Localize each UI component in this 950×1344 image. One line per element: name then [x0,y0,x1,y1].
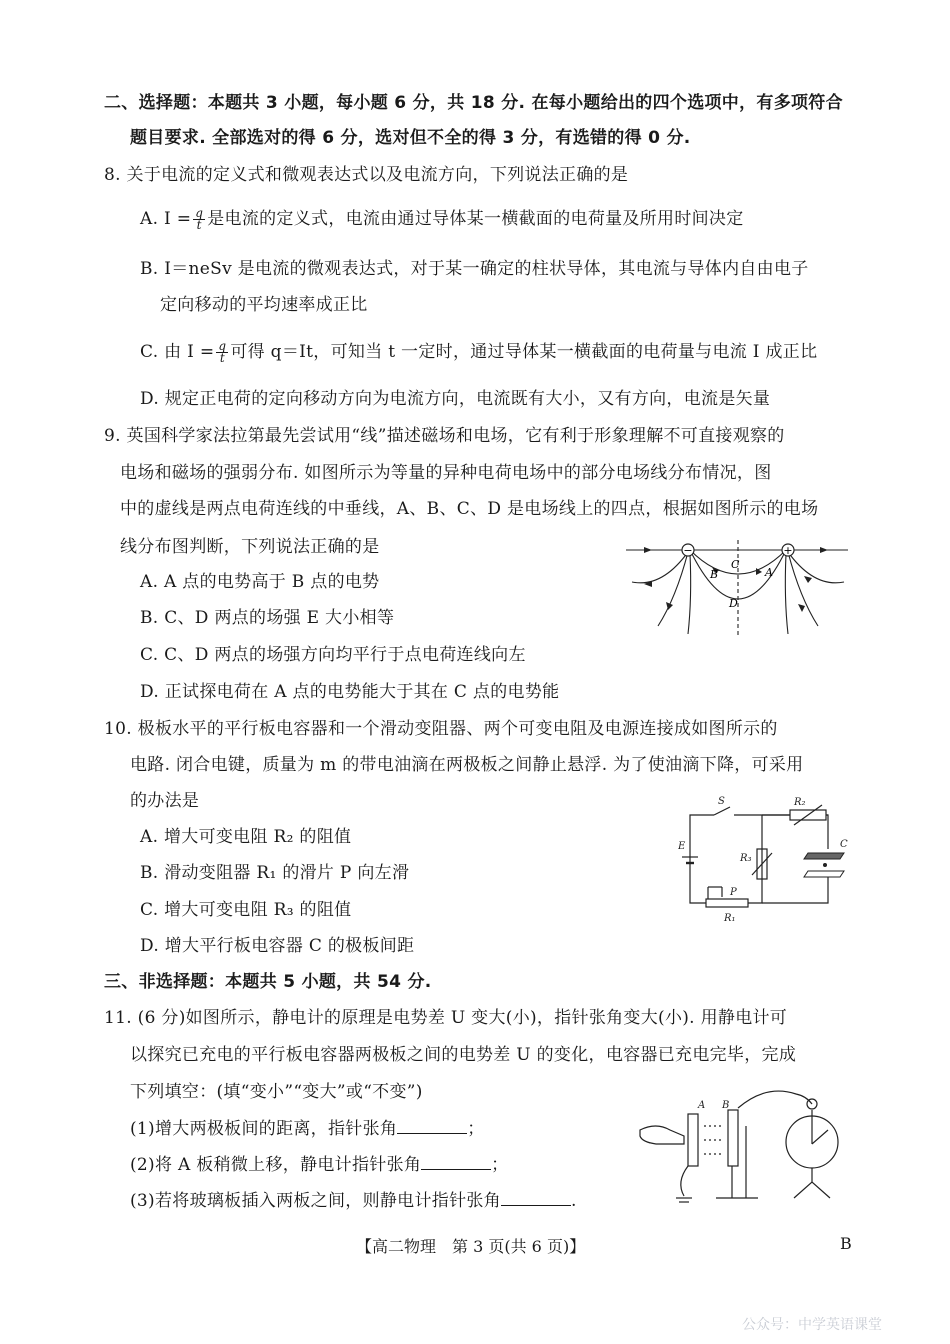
fraction-numerator: q [195,206,204,220]
q10-stem-line2: 电路. 闭合电键，质量为 m 的带电油滴在两极板之间静止悬浮. 为了使油滴下降，可采用 [130,755,804,775]
q10-option-d: D. 增大平行板电容器 C 的极板间距 [140,936,415,956]
q10-option-a: A. 增大可变电阻 R₂ 的阻值 [140,827,352,847]
q8-stem: 8. 关于电流的定义式和微观表达式以及电流方向，下列说法正确的是 [104,165,629,185]
q8-option-a-text: 是电流的定义式，电流由通过导体某一横截面的电荷量及所用时间决定 [207,209,744,229]
section-2-header-line2: 题目要求. 全部选对的得 6 分，选对但不全的得 3 分，有选错的得 0 分. [130,128,691,148]
q9-stem-line3: 中的虚线是两点电荷连线的中垂线，A、B、C、D 是电场线上的四点，根据如图所示的电场 [120,499,819,519]
answer-blank-1[interactable] [397,1117,467,1134]
q8-option-a-prefix: A. I = [140,209,192,229]
label-s: S [718,796,725,807]
q8-option-c [140,340,817,364]
arrowhead [804,576,812,583]
q8-option-b-line2: 定向移动的平均速率成正比 [160,295,368,315]
label-r2: R₂ [794,797,806,808]
wire [690,861,706,903]
label-e: E [678,841,686,852]
arrowhead [820,547,828,553]
field-line-left-2 [658,552,688,626]
electric-field-diagram [622,538,854,638]
label-a: A [765,566,773,579]
arrowhead [644,547,652,553]
q11-part1-end: ； [467,1119,485,1139]
fraction-denominator: t [196,218,202,232]
q9-stem-line2: 电场和磁场的强弱分布. 如图所示为等量的异种电荷电场中的部分电场线分布情况，图 [120,463,772,483]
q9-option-a: A. A 点的电势高于 B 点的电势 [140,572,380,592]
q11-part3 [130,1189,577,1213]
field-line-left-3 [688,554,691,634]
label-c: C [731,558,740,571]
switch-s [714,807,730,815]
ground-wire [681,1166,688,1196]
section-2-header-line1: 二、选择题：本题共 3 小题，每小题 6 分，共 18 分. 在每小题给出的四个选项中，有多项符合 [104,93,843,113]
q11-stem-line3: 下列填空：(填“变小”“变大”或“不变”) [130,1082,423,1102]
label-c: C [840,839,848,850]
section-3-header: 三、非选择题：本题共 5 小题，共 54 分. [104,972,432,992]
q8-option-c-prefix: C. 由 I = [140,342,215,362]
field-line-right-3 [785,554,788,634]
page-footer: 【高二物理 第 3 页(共 6 页)】 [356,1237,586,1256]
circuit-diagram [678,795,858,925]
answer-blank-2[interactable] [421,1153,491,1170]
neg-sign: − [683,544,693,557]
electroscope-diagram [636,1086,858,1216]
q11-part3-end: . [570,1191,577,1211]
label-a: A [698,1100,706,1111]
connecting-wire [738,1091,812,1108]
q8-option-c-text: 可得 q＝It，可知当 t 一定时，通过导体某一横截面的电荷量与电流 I 成正比 [230,342,818,362]
electroscope-base [794,1182,830,1198]
q9-option-c: C. C、D 两点的场强方向均平行于点电荷连线向左 [140,645,526,665]
wire [762,877,828,903]
label-d: D [729,597,738,610]
label-b: B [710,568,719,581]
answer-blank-3[interactable] [501,1189,571,1206]
q8-option-b-line1: B. I＝neSv 是电流的微观表达式，对于某一确定的柱状导体，其电流与导体内自由电子 [140,259,809,279]
capacitor-bottom-plate [804,871,844,877]
q11-part2 [130,1153,508,1177]
paper-version: B [840,1234,852,1253]
electroscope-needle [812,1130,828,1144]
plate-b [728,1110,738,1166]
q9-stem-line1: 9. 英国科学家法拉第最先尝试用“线”描述磁场和电场，它有利于形象理解不可直接观察的 [104,426,785,446]
plate-a [688,1114,698,1166]
q11-part3-text: (3)若将玻璃板插入两板之间，则静电计指针张角 [130,1191,501,1211]
q11-stem-line2: 以探究已充电的平行板电容器两极板之间的电势差 U 的变化，电容器已充电完毕，完成 [130,1045,797,1065]
q10-stem-line1: 10. 极板水平的平行板电容器和一个滑动变阻器、两个可变电阻及电源连接成如图所示的 [104,719,778,739]
q11-part2-end: ； [491,1155,509,1175]
field-line-right-2 [788,552,818,626]
q8-option-d: D. 规定正电荷的定向移动方向为电流方向，电流既有大小，又有方向，电流是矢量 [140,389,771,409]
q9-option-b: B. C、D 两点的场强 E 大小相等 [140,608,395,628]
q8-fraction-c [216,341,228,364]
fraction-numerator: q [218,339,227,353]
label-r3: R₃ [740,853,752,864]
q11-part1 [130,1117,485,1141]
capacitor-top-plate [804,853,844,859]
variable-arrow [794,805,822,825]
label-r1: R₁ [724,913,736,924]
q9-stem-line4: 线分布图判断，下列说法正确的是 [120,537,380,557]
q9-option-d: D. 正试探电荷在 A 点的电势能大于其在 C 点的电势能 [140,682,560,702]
q10-stem-line3: 的办法是 [130,791,200,811]
rheostat-r1 [706,899,748,907]
q8-fraction-a [193,208,205,231]
arrowhead [798,604,805,612]
oil-drop [823,863,827,867]
q10-option-b: B. 滑动变阻器 R₁ 的滑片 P 向左滑 [140,863,410,883]
q11-part1-text: (1)增大两极板间的距离，指针张角 [130,1119,398,1139]
q11-part2-text: (2)将 A 板稍微上移，静电计指针张角 [130,1155,422,1175]
watermark: 公众号：中学英语课堂 [742,1317,882,1333]
wire [690,815,714,861]
q11-stem-line1: 11. (6 分)如图所示，静电计的原理是电势差 U 变大(小)，指针张角变大(小). 用静电计可 [104,1008,788,1028]
q8-option-a [140,207,744,231]
label-b: B [722,1100,730,1111]
label-p: P [730,887,737,898]
q10-option-c: C. 增大可变电阻 R₃ 的阻值 [140,900,352,920]
fraction-denominator: t [219,351,225,365]
hand-icon [640,1126,684,1144]
pos-sign: + [783,544,793,557]
